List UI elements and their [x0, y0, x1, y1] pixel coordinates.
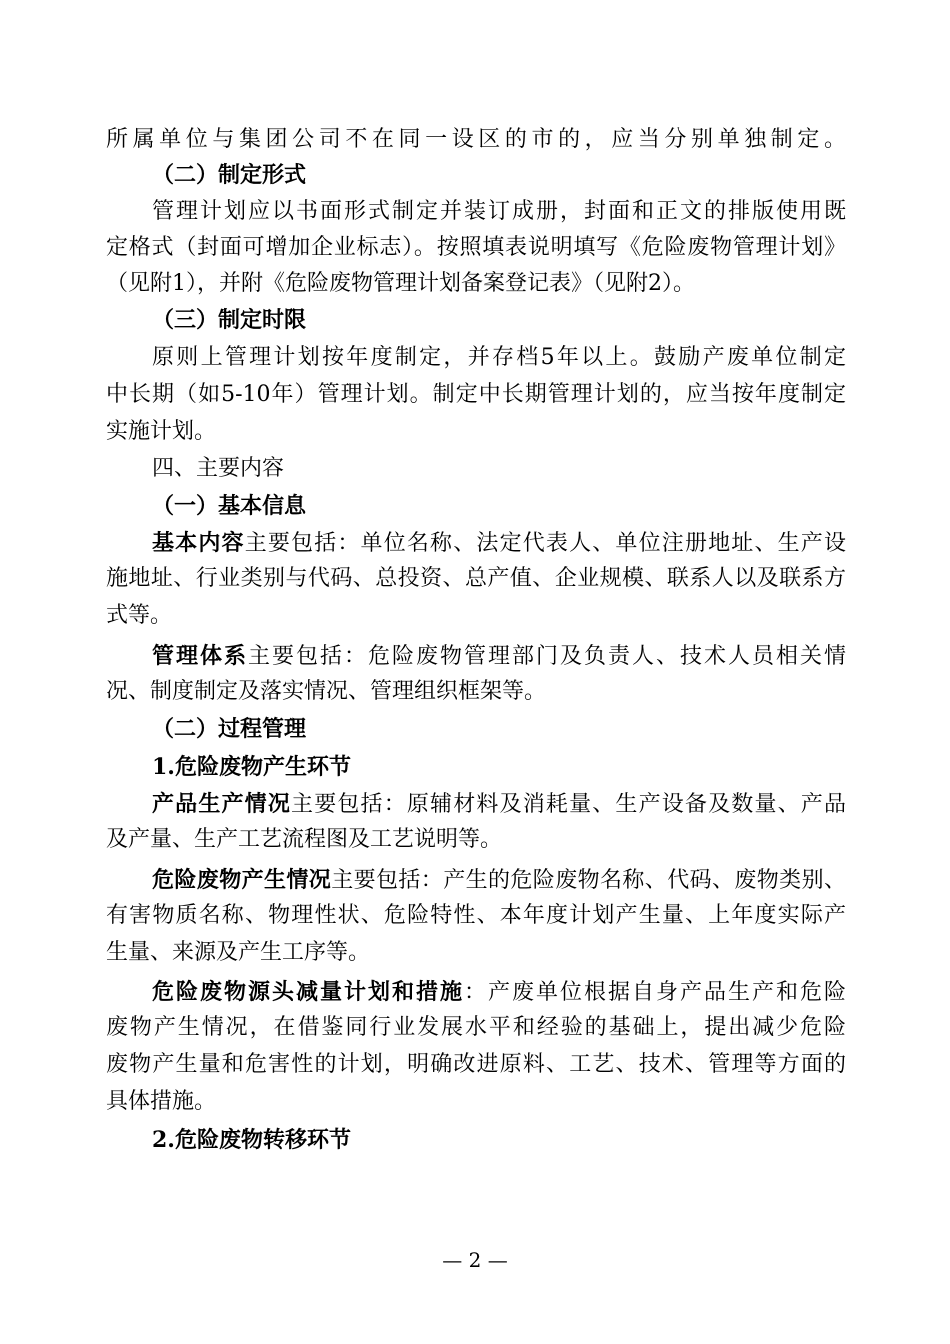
paragraph-line — [106, 379, 846, 411]
text-run: （一）基本信息 — [152, 493, 307, 519]
section-heading — [152, 713, 846, 745]
bold-term: 危险废物产生情况 — [152, 867, 332, 893]
subsection-heading — [152, 751, 846, 783]
text-run: 主要包括：危险废物管理部门及负责人、技术人员相关情 — [248, 644, 846, 669]
text-run: ：产废单位根据自身产品生产和危险 — [464, 980, 846, 1005]
bold-term: 管理体系 — [152, 643, 248, 669]
text-run: （见附1），并附《危险废物管理计划备案登记表》（见附2）。 — [106, 271, 695, 296]
paragraph-line — [106, 1049, 846, 1081]
text-run: 所属单位与集团公司不在同一设区的市的，应当分别单独制定。 — [106, 127, 846, 152]
text-run: 废物产生量和危害性的计划，明确改进原料、工艺、技术、管理等方面的 — [106, 1052, 846, 1077]
paragraph-line — [106, 232, 846, 264]
text-run: 2.危险废物转移环节 — [152, 1127, 351, 1153]
paragraph-line — [152, 788, 846, 820]
paragraph-line — [152, 342, 846, 374]
paragraph-line — [106, 937, 846, 969]
text-run: 废物产生情况，在借鉴同行业发展水平和经验的基础上，提出减少危险 — [106, 1015, 846, 1040]
paragraph-line — [106, 1086, 846, 1118]
paragraph-line — [152, 864, 846, 896]
text-run: 管理计划应以书面形式制定并装订成册，封面和正文的排版使用既 — [152, 199, 846, 224]
text-run: 主要包括：单位名称、法定代表人、单位注册地址、生产设 — [244, 531, 846, 556]
section-heading — [152, 490, 846, 522]
text-run: 生量、来源及产生工序等。 — [106, 940, 371, 965]
text-run: 施地址、行业类别与代码、总投资、总产值、企业规模、联系人以及联系方 — [106, 566, 846, 591]
paragraph-line — [106, 600, 846, 632]
bold-term: 产品生产情况 — [152, 791, 292, 817]
bold-term: 危险废物源头减量计划和措施 — [152, 979, 464, 1005]
text-run: 有害物质名称、物理性状、危险特性、本年度计划产生量、上年度实际产 — [106, 903, 846, 928]
text-run: 具体措施。 — [106, 1089, 217, 1114]
text-run: （三）制定时限 — [152, 307, 307, 333]
paragraph-line — [106, 900, 846, 932]
paragraph-line — [106, 124, 846, 156]
text-run: 及产量、生产工艺流程图及工艺说明等。 — [106, 827, 503, 852]
paragraph-line — [152, 640, 846, 672]
paragraph-line — [152, 976, 846, 1008]
page-number: — 2 — — [442, 1248, 508, 1272]
text-run: 四、主要内容 — [152, 456, 285, 481]
text-run: 式等。 — [106, 603, 173, 628]
subsection-heading — [152, 1124, 846, 1156]
text-run: 1.危险废物产生环节 — [152, 754, 351, 780]
section-heading — [152, 159, 846, 191]
paragraph-line — [152, 196, 846, 228]
section-heading — [152, 304, 846, 336]
text-run: 中长期（如5-10年）管理计划。制定中长期管理计划的，应当按年度制定 — [106, 382, 846, 407]
paragraph-line — [106, 416, 846, 448]
text-run: （二）过程管理 — [152, 716, 307, 742]
text-run: 原则上管理计划按年度制定，并存档5年以上。鼓励产废单位制定 — [152, 345, 846, 370]
bold-term: 基本内容 — [152, 530, 245, 556]
paragraph-line — [106, 676, 846, 708]
paragraph-line — [106, 1012, 846, 1044]
text-run: 主要包括：产生的危险废物名称、代码、废物类别、 — [331, 868, 846, 893]
text-run: 定格式（封面可增加企业标志）。按照填表说明填写《危险废物管理计划》 — [106, 235, 846, 260]
text-run: 主要包括：原辅材料及消耗量、生产设备及数量、产品 — [291, 792, 846, 817]
chapter-heading — [152, 453, 846, 485]
paragraph-line — [106, 563, 846, 595]
paragraph-line — [106, 824, 846, 856]
text-run: 实施计划。 — [106, 419, 217, 444]
text-run: （二）制定形式 — [152, 162, 307, 188]
text-run: 况、制度制定及落实情况、管理组织框架等。 — [106, 679, 547, 704]
paragraph-line — [152, 527, 846, 559]
paragraph-line — [106, 268, 846, 300]
